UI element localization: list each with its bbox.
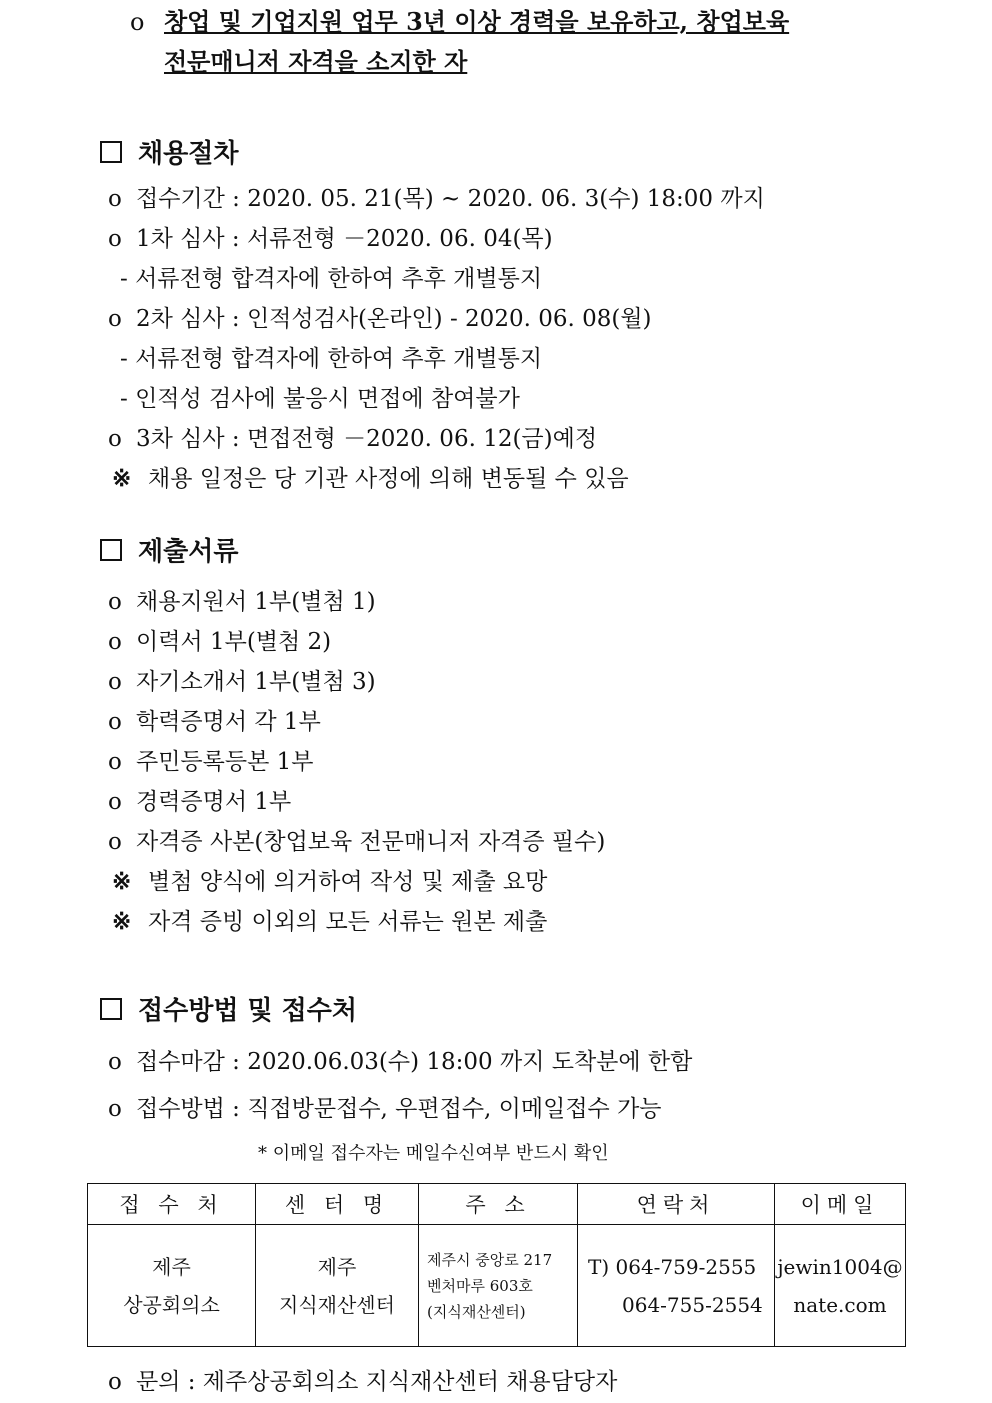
section-heading-procedure	[100, 133, 238, 170]
section-title: 제출서류	[138, 537, 239, 567]
application-item	[108, 1090, 662, 1123]
section-title: 접수방법 및 접수처	[138, 996, 358, 1026]
procedure-note	[112, 460, 629, 493]
cell-phone: T) 064-759-2555 064-755-2554	[578, 1225, 775, 1347]
item-text: 3차 심사 : 면접전형 －2020. 06. 12(금)예정	[136, 426, 598, 452]
procedure-item	[108, 420, 597, 453]
bullet-o: o	[108, 669, 122, 695]
item-text: 접수마감 : 2020.06.03(수) 18:00 까지 도착분에 한함	[136, 1049, 693, 1075]
document-item	[108, 583, 376, 616]
procedure-item	[108, 300, 652, 333]
section-heading-documents	[100, 531, 238, 568]
bullet-o: o	[108, 829, 122, 855]
header-phone: 연락처	[578, 1184, 775, 1225]
procedure-subitem: - 서류전형 합격자에 한하여 추후 개별통지	[120, 266, 543, 292]
intro-text-1: 창업 및 기업지원 업무 3년 이상 경력을 보유하고, 창업보육	[164, 7, 790, 36]
item-text: 자기소개서 1부(별첨 3)	[136, 669, 376, 695]
header-center: 센 터 명	[256, 1184, 419, 1225]
bullet-o: o	[130, 8, 145, 36]
item-text: 주민등록등본 1부	[136, 749, 314, 775]
cell-email: jewin1004@ nate.com	[775, 1225, 906, 1347]
reference-mark-icon: ※	[112, 908, 132, 935]
reference-mark-icon: ※	[112, 868, 132, 895]
bullet-o: o	[108, 749, 122, 775]
item-text: 접수기간 : 2020. 05. 21(목) ~ 2020. 06. 3(수) 18:00 까지	[136, 186, 765, 212]
section-heading-application	[100, 990, 357, 1027]
checkbox-square-icon	[100, 141, 122, 163]
bullet-o: o	[108, 709, 122, 735]
item-text: 2차 심사 : 인적성검사(온라인) - 2020. 06. 08(월)	[136, 306, 652, 332]
cell-receiver: 제주 상공회의소	[88, 1225, 256, 1347]
bullet-o: o	[108, 789, 122, 815]
bullet-o: o	[108, 306, 122, 332]
item-text: 이력서 1부(별첨 2)	[136, 629, 332, 655]
checkbox-square-icon	[100, 539, 122, 561]
note-text: 자격 증빙 이외의 모든 서류는 원본 제출	[148, 909, 548, 935]
checkbox-square-icon	[100, 998, 122, 1020]
document-item	[108, 703, 321, 736]
document-item	[108, 783, 291, 816]
table-header-row	[88, 1184, 906, 1225]
document-note	[112, 863, 547, 896]
bullet-o: o	[108, 629, 122, 655]
document-item	[108, 743, 313, 776]
inquiry-text: 문의 : 제주상공회의소 지식재산센터 채용담당자	[136, 1369, 618, 1395]
bullet-o: o	[108, 1096, 122, 1122]
bullet-o: o	[108, 589, 122, 615]
item-text: 학력증명서 각 1부	[136, 709, 321, 735]
procedure-item	[108, 180, 765, 213]
cell-center: 제주 지식재산센터	[256, 1225, 419, 1347]
item-text: 경력증명서 1부	[136, 789, 292, 815]
bullet-o: o	[108, 1049, 122, 1075]
bullet-o: o	[108, 1369, 122, 1395]
section-title: 채용절차	[138, 139, 239, 169]
item-text: 1차 심사 : 서류전형 －2020. 06. 04(목)	[136, 226, 553, 252]
reference-mark-icon: ※	[112, 465, 132, 492]
application-item	[108, 1043, 692, 1076]
bullet-o: o	[108, 186, 122, 212]
item-text: 접수방법 : 직접방문접수, 우편접수, 이메일접수 가능	[136, 1096, 662, 1122]
document-item	[108, 823, 605, 856]
email-star-note: * 이메일 접수자는 메일수신여부 반드시 확인	[258, 1143, 609, 1164]
document-item	[108, 623, 331, 656]
header-receiver: 접 수 처	[88, 1184, 256, 1225]
item-text: 자격증 사본(창업보육 전문매니저 자격증 필수)	[136, 829, 606, 855]
cell-address: 제주시 중앙로 217 벤처마루 603호 (지식재산센터)	[419, 1225, 578, 1347]
bullet-o: o	[108, 226, 122, 252]
header-address: 주 소	[419, 1184, 578, 1225]
intro-line-1	[130, 2, 789, 37]
note-text: 별첨 양식에 의거하여 작성 및 제출 요망	[148, 869, 548, 895]
header-email: 이메일	[775, 1184, 906, 1225]
item-text: 채용지원서 1부(별첨 1)	[136, 589, 376, 615]
note-text: 채용 일정은 당 기관 사정에 의해 변동될 수 있음	[148, 466, 629, 492]
procedure-subitem: - 인적성 검사에 불응시 면접에 참여불가	[120, 386, 520, 412]
table-row	[88, 1225, 906, 1347]
document-item	[108, 663, 376, 696]
intro-text-2: 전문매니저 자격을 소지한 자	[164, 47, 468, 76]
procedure-item	[108, 220, 553, 253]
document-note	[112, 903, 547, 936]
receiving-office-table	[87, 1183, 906, 1347]
procedure-subitem: - 서류전형 합격자에 한하여 추후 개별통지	[120, 346, 543, 372]
inquiry-line	[108, 1363, 617, 1396]
bullet-o: o	[108, 426, 122, 452]
